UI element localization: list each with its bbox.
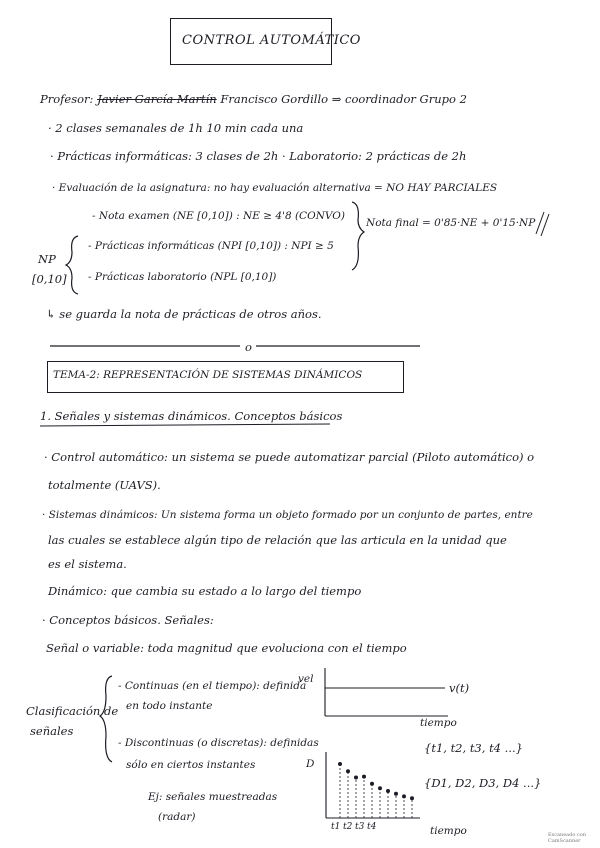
line-classes: · 2 clases semanales de 1h 10 min cada una bbox=[48, 121, 304, 135]
nota-final: Nota final = 0'85·NE + 0'15·NP bbox=[366, 217, 536, 229]
sistemas-dinamicos-line2: las cuales se establece algún tipo de relación que las articula en la unidad que bbox=[48, 533, 507, 547]
sample-point bbox=[370, 782, 374, 786]
arrow-icon: ⇒ bbox=[331, 92, 342, 106]
graph-disc-values-set: {D1, D2, D3, D4 ...} bbox=[424, 776, 542, 790]
nota-examen: - Nota examen (NE [0,10]) : NE ≥ 4'8 (CONVO) bbox=[92, 210, 345, 222]
profesor-name: Francisco Gordillo bbox=[220, 92, 329, 106]
practicas-informaticas: - Prácticas informáticas (NPI [0,10]) : NPI ≥ 5 bbox=[88, 240, 334, 252]
np-brace bbox=[66, 236, 78, 294]
section-1-heading: 1. Señales y sistemas dinámicos. Conceptos básicos bbox=[40, 409, 343, 423]
sample-point bbox=[362, 775, 366, 779]
graph-disc-samples bbox=[338, 762, 414, 818]
page-title: CONTROL AUTOMÁTICO bbox=[182, 33, 361, 48]
graph-disc-tick-label: t3 bbox=[355, 822, 365, 832]
graph-disc-tick-label: t1 bbox=[331, 822, 341, 832]
np-range: [0,10] bbox=[32, 272, 67, 286]
practicas-laboratorio: - Prácticas laboratorio (NPL [0,10]) bbox=[88, 271, 277, 283]
clasificacion-label-2: señales bbox=[30, 724, 74, 738]
sample-point bbox=[386, 789, 390, 793]
graph-cont-curve-label: v(t) bbox=[449, 681, 470, 695]
control-automatico-line1: · Control automático: un sistema se puede automatizar parcial (Piloto automático) o bbox=[44, 450, 535, 464]
ejemplo-2: (radar) bbox=[158, 811, 196, 823]
profesor-label: Profesor: bbox=[40, 92, 94, 106]
line-practicas: · Prácticas informáticas: 3 clases de 2h · Laboratorio: 2 prácticas de 2h bbox=[50, 149, 467, 163]
sample-point bbox=[394, 792, 398, 796]
sistemas-dinamicos-line3: es el sistema. bbox=[48, 557, 127, 571]
graph-disc-xlabel: tiempo bbox=[430, 825, 467, 837]
sample-point bbox=[402, 794, 406, 798]
graph-cont-xlabel: tiempo bbox=[420, 717, 457, 729]
ejemplo-1: Ej: señales muestreadas bbox=[148, 791, 278, 803]
graph-cont-ylabel: vel bbox=[298, 673, 314, 685]
profesor-role: coordinador Grupo 2 bbox=[345, 92, 467, 106]
discontinuas-2: sólo en ciertos instantes bbox=[126, 759, 256, 771]
note-guarda: ↳ se guarda la nota de prácticas de otros años. bbox=[46, 307, 322, 321]
nota-final-brace bbox=[352, 202, 364, 270]
sample-point bbox=[346, 769, 350, 773]
graph-disc-tick-label: t4 bbox=[367, 822, 377, 832]
np-label: NP bbox=[38, 252, 56, 266]
clasificacion-brace bbox=[100, 676, 112, 762]
profesor-struck-name: Javier García Martín bbox=[97, 92, 217, 106]
senal-variable: Señal o variable: toda magnitud que evoluciona con el tiempo bbox=[46, 641, 407, 655]
sample-point bbox=[378, 786, 382, 790]
line-evaluacion: · Evaluación de la asignatura: no hay evaluación alternativa = NO HAY PARCIALES bbox=[52, 182, 498, 194]
tema-title: TEMA-2: REPRESENTACIÓN DE SISTEMAS DINÁMICOS bbox=[53, 369, 363, 381]
sistemas-dinamicos-line1: · Sistemas dinámicos: Un sistema forma un objeto formado por un conjunto de partes, entre bbox=[42, 509, 533, 521]
graph-disc-tick-label: t2 bbox=[343, 822, 353, 832]
conceptos-senales: · Conceptos básicos. Señales: bbox=[42, 613, 214, 627]
camscanner-watermark: Escaneado con CamScanner bbox=[548, 832, 586, 844]
divider-mark: o bbox=[245, 340, 252, 354]
sample-point bbox=[354, 776, 358, 780]
section-1-underline bbox=[40, 424, 330, 426]
sample-point bbox=[338, 762, 342, 766]
control-automatico-line2: totalmente (UAVS). bbox=[48, 478, 161, 492]
dinamico-def: Dinámico: que cambia su estado a lo largo del tiempo bbox=[48, 584, 362, 598]
continuas-2: en todo instante bbox=[126, 700, 213, 712]
sample-point bbox=[410, 796, 414, 800]
continuas-1: - Continuas (en el tiempo): definida bbox=[118, 680, 307, 692]
clasificacion-label-1: Clasificación de bbox=[26, 704, 119, 718]
graph-disc-ylabel: D bbox=[306, 758, 315, 770]
discontinuas-1: - Discontinuas (o discretas): definidas bbox=[118, 737, 319, 749]
graph-disc-times-set: {t1, t2, t3, t4 ...} bbox=[424, 741, 523, 755]
